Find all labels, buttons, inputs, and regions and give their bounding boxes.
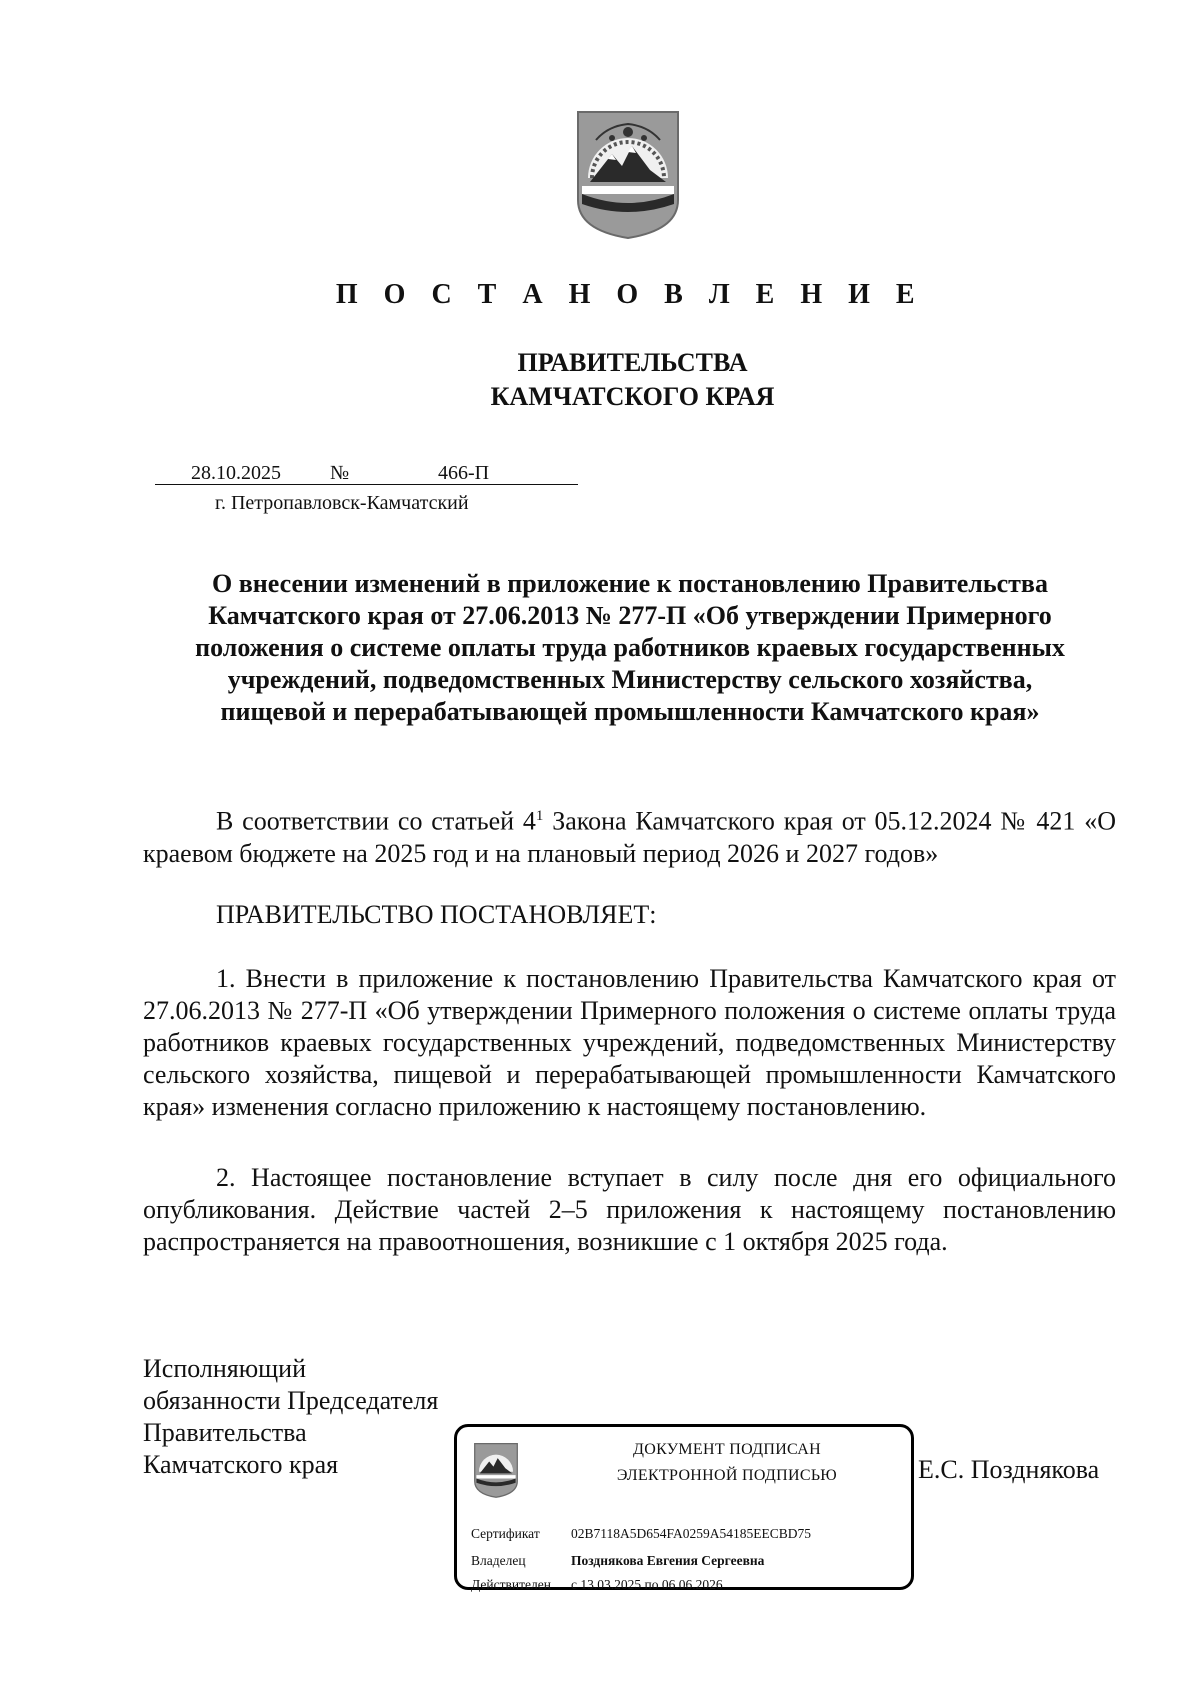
kamchatka-coat-of-arms-icon	[574, 108, 682, 240]
number-sign: №	[330, 462, 350, 484]
validity-value: с 13.03.2025 по 06.06.2026	[571, 1577, 723, 1592]
e-signature-stamp	[454, 1424, 914, 1590]
document-subject	[130, 568, 1130, 728]
issuing-authority	[0, 346, 1200, 414]
subject-line: О внесении изменений в приложение к постановлению Правительства	[212, 569, 1048, 598]
resolution-item-2: 2. Настоящее постановление вступает в силу после дня его официального опубликования. Действие частей 2–5 приложения к настоящему постановлению распространяется на правоотношения, возникшие с 1 октября 2025 года.	[143, 1163, 1116, 1256]
subject-line: пищевой и перерабатывающей промышленности Камчатского края»	[220, 697, 1040, 726]
authority-line-2: КАМЧАТСКОГО КРАЯ	[490, 382, 775, 411]
owner-label: Владелец	[471, 1553, 526, 1568]
subject-line: Камчатского края от 27.06.2013 № 277-П «Об утверждении Примерного	[208, 601, 1052, 630]
authority-line-1: ПРАВИТЕЛЬСТВА	[517, 348, 748, 377]
registration-line	[155, 462, 578, 485]
stamp-validity-row	[471, 1577, 723, 1593]
stamp-certificate-row	[471, 1526, 811, 1542]
certificate-value: 02B7118A5D654FA0259A54185EECBD75	[571, 1526, 812, 1541]
document-number: 466-П	[438, 462, 490, 484]
stamp-emblem-icon	[473, 1441, 519, 1499]
signer-title	[143, 1353, 438, 1481]
signer-title-line: Исполняющий	[143, 1354, 307, 1383]
signer-title-line: Правительства	[143, 1418, 307, 1447]
stamp-heading-line-1: ДОКУМЕНТ ПОДПИСАН	[633, 1441, 821, 1458]
certificate-label: Сертификат	[471, 1526, 540, 1541]
stamp-heading-line-2: ЭЛЕКТРОННОЙ ПОДПИСЬЮ	[616, 1467, 838, 1484]
document-city: г. Петропавловск-Камчатский	[215, 492, 469, 514]
stamp-heading	[567, 1437, 887, 1489]
subject-line: учреждений, подведомственных Министерству сельского хозяйства,	[227, 665, 1033, 694]
signer-title-line: Камчатского края	[143, 1450, 339, 1479]
signer-name: Е.С. Позднякова	[918, 1455, 1100, 1484]
preamble-text: В соответствии со статьей 4	[216, 806, 536, 836]
subject-line: положения о системе оплаты труда работников краевых государственных	[195, 633, 1065, 662]
resolution-item-1: 1. Внести в приложение к постановлению Правительства Камчатского края от 27.06.2013 № 277-П «Об утверждении Примерного положения о системе оплаты труда работников краевых государственных учреждений, подведомственных Министерству сельского хозяйства, пищевой и перерабатывающей промышленности Камчатского края» изменения согласно приложению к настоящему постановлению.	[143, 964, 1116, 1121]
document-type-title: П О С Т А Н О В Л Е Н И Е	[335, 279, 925, 310]
stamp-owner-row	[471, 1553, 764, 1569]
owner-value: Позднякова Евгения Сергеевна	[571, 1553, 765, 1568]
validity-label: Действителен	[471, 1577, 551, 1592]
preamble-paragraph	[143, 800, 1116, 870]
document-date: 28.10.2025	[191, 462, 281, 484]
resolves-heading: ПРАВИТЕЛЬСТВО ПОСТАНОВЛЯЕТ:	[216, 900, 657, 929]
article-superscript: 1	[535, 808, 544, 824]
preamble-text-cont: Закона Камчатского края от 05.12.2024 № 421 «О краевом бюджете на 2025 год и на плановый период 2026 и 2027 годов»	[143, 806, 1116, 868]
signer-title-line: обязанности Председателя	[143, 1386, 439, 1415]
